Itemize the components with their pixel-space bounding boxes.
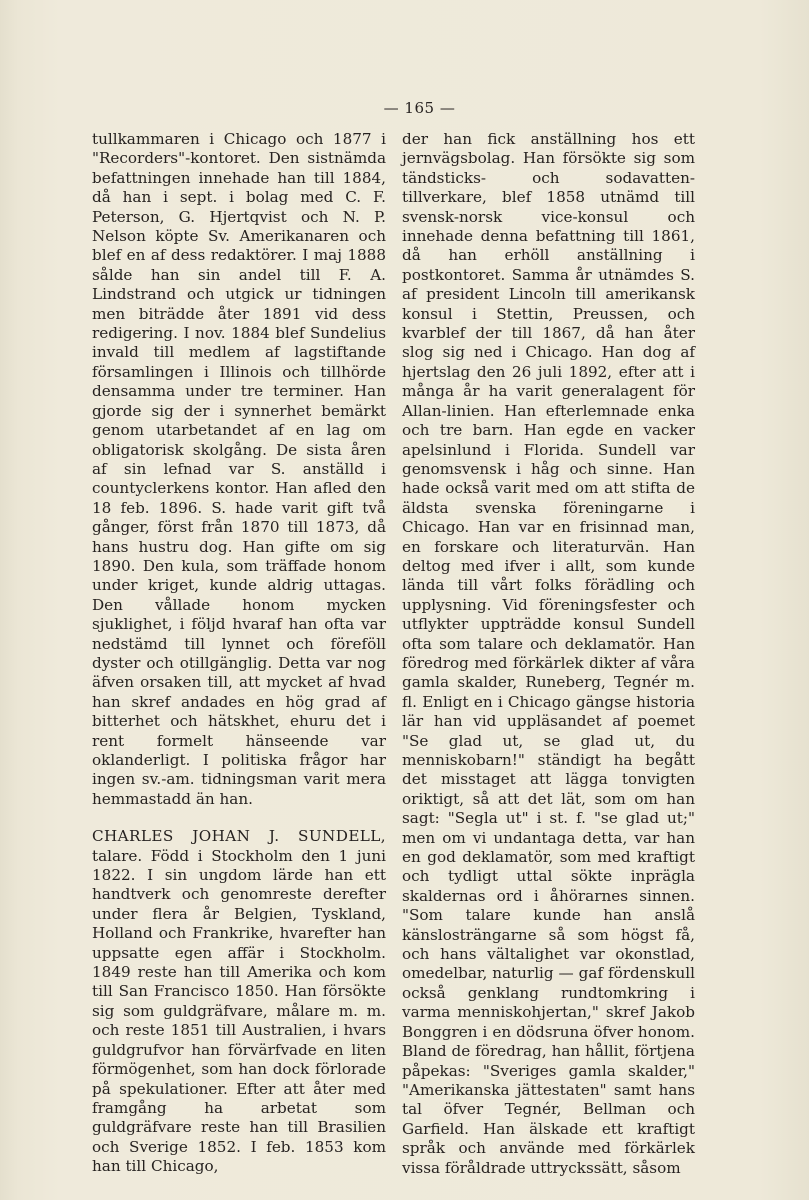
left-column [92, 130, 386, 1177]
entry-text: talare. Född i Stockholm den 1 juni 1822. I sin ungdom lärde han ett handtverk och genomreste derefter under flera år Belgien, Tyskland, Holland och Frankrike, hvarefter han uppsatte egen affär i Stockholm. 1849 reste han till Amerika och kom till San Francisco 1850. Han försökte sig som guldgräfvare, målare m. m. och reste 1851 till Australien, i hvars guldgrufvor han förvärfvade en liten förmögenhet, som han dock förlorade på spekulationer. Efter att åter med framgång ha arbetat som guldgräfvare reste han till Brasilien och Sverige 1852. I feb. 1853 kom han till Chicago, [92, 846, 386, 1176]
right-column [402, 130, 695, 1178]
page-number: — 165 — [383, 99, 456, 117]
paragraph-sundell-continued: der han fick anställning hos ett jernvägsbolag. Han försökte sig som tändsticks- och sodavatten-tillverkare, blef 1858 utnämd till svensk-norsk vice-konsul och innehade denna befattning till 1861, då han erhöll anställning i postkontoret. Samma år utnämdes S. af president Lincoln till amerikansk konsul i Stettin, Preussen, och kvarblef der till 1867, då han åter slog sig ned i Chicago. Han dog af hjertslag den 26 juli 1892, efter att i många år ha varit generalagent för Allan-linien. Han efterlemnade enka och tre barn. Han egde en vacker apelsinlund i Florida. Sundell var genomsvensk i håg och sinne. Han hade också varit med om att stifta de äldsta svenska föreningarne i Chicago. Han var en frisinnad man, en forskare och literaturvän. Han deltog med ifver i allt, som kunde lända till vårt folks förädling och upplysning. Vid föreningsfester och utflykter uppträdde konsul Sundell ofta som talare och deklamatör. Han föredrog med förkärlek dikter af våra gamla skalder, Runeberg, Tegnér m. fl. Enligt en i Chicago gängse historia lär han vid uppläsandet af poemet "Se glad ut, se glad ut, du menniskobarn!" ständigt ha begått det misstaget att lägga tonvigten oriktigt, så att det lät, som om han sagt: "Segla ut" i st. f. "se glad ut;" men om vi undantaga detta, var han en god deklamatör, som med kraftigt och tydligt uttal sökte inprägla skaldernas ord i åhörarnes sinnen. "Som talare kunde han anslå känslosträngarne så som högst få, och hans vältalighet var okonstlad, omedelbar, naturlig — gaf fördenskull också genklang rundtomkring i varma menniskohjertan," skref Jakob Bonggren i en dödsruna öfver honom. Bland de föredrag, han hållit, förtjena påpekas: "Sveriges gamla skalder," "Amerikanska jättestaten" samt hans tal öfver Tegnér, Bellman och Garfield. Han älskade ett kraftigt språk och använde med förkärlek vissa föråldrade uttryckssätt, såsom [402, 130, 695, 1177]
entry-headword: CHARLES JOHAN J. SUNDELL, [92, 827, 386, 846]
paragraph-sundelius-continued: tullkammaren i Chicago och 1877 i "Recorders"-kontoret. Den sistnämda befattningen innehade han till 1884, då han i sept. i bolag med C. F. Peterson, G. Hjertqvist och N. P. Nelson köpte Sv. Amerikanaren och blef en af dess redaktörer. I maj 1888 sålde han sin andel till F. A. Lindstrand och utgick ur tidningen men biträdde åter 1891 vid dess redigering. I nov. 1884 blef Sundelius invald till medlem af lagstiftande församlingen i Illinois och tillhörde densamma under tre terminer. Han gjorde sig der i synnerhet bemärkt genom utarbetandet af en lag om obligatorisk skolgång. De sista åren af sin lefnad var S. anställd i countyclerkens kontor. Han afled den 18 feb. 1896. S. hade varit gift två gånger, först från 1870 till 1873, då hans hustru dog. Han gifte om sig 1890. Den kula, som träffade honom under kriget, kunde aldrig uttagas. Den vållade honom mycken sjuklighet, i följd hvaraf han ofta var nedstämd till lynnet och föreföll dyster och otillgänglig. Detta var nog äfven orsaken till, att mycket af hvad han skref andades en hög grad af bitterhet och hätskhet, ehuru det i rent formelt hänseende var oklanderligt. I politiska frågor har ingen sv.-am. tidningsman varit mera hemmastadd än han. [92, 130, 386, 808]
entry-sundell [92, 827, 386, 1176]
